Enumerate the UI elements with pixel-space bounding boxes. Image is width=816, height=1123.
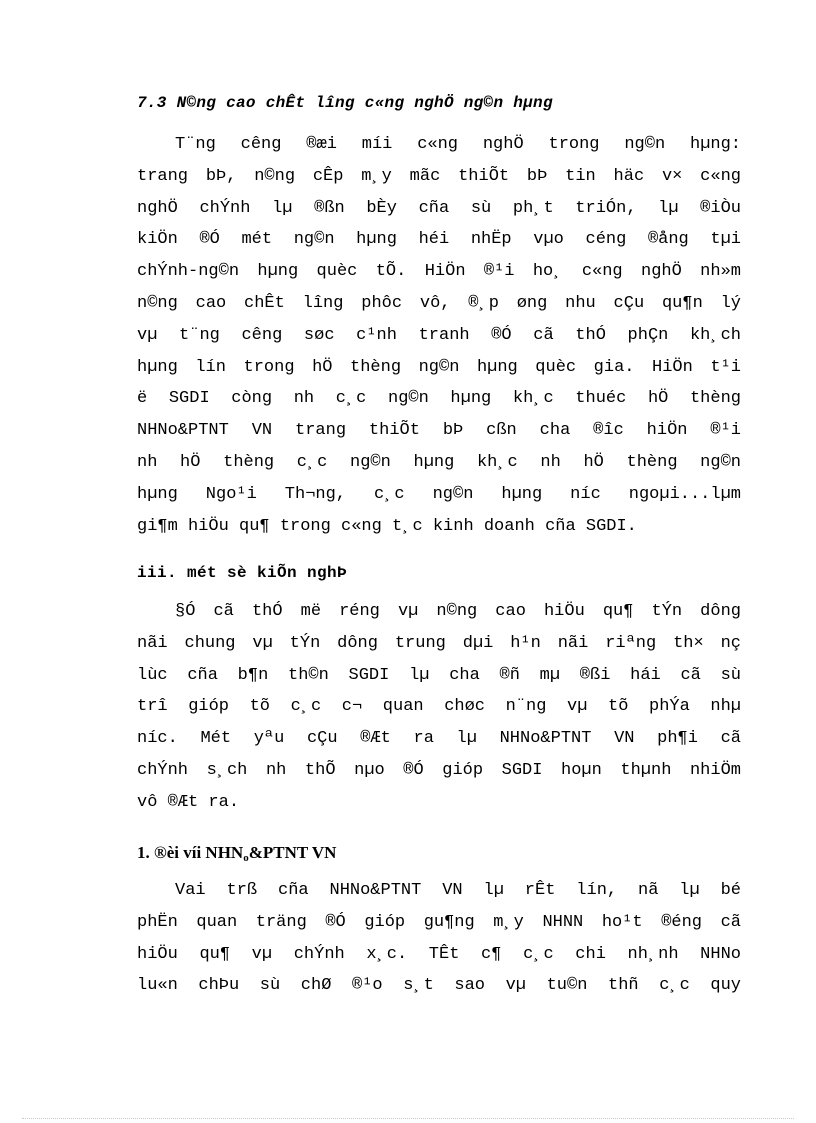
text-line: gi¶m hiÖu qu¶ trong c«ng t¸c kinh doanh cña SGDI. (137, 516, 637, 536)
page-bottom-divider (22, 1118, 794, 1119)
text-line: §Ó cã thÓ më réng vµ n©ng cao hiÖu qu¶ tÝn dông (175, 602, 741, 621)
paragraph-technology (137, 129, 741, 542)
text-line: hµng Ngo¹i Th¬ng, c¸c ng©n hµng níc ngoµi...lµm (137, 484, 741, 504)
heading-1-tail: &PTNT VN (248, 843, 337, 862)
text-line: chÝnh s¸ch nh thÕ nµo ®Ó gióp SGDI hoµn thµnh nhiÖm (137, 760, 741, 780)
heading-1-main: 1. ®èi víi NHN (137, 843, 244, 862)
heading-1-subscript: o (243, 852, 249, 864)
paragraph-agribank-role (137, 875, 741, 1002)
section-heading-iii: iii. mét sè kiÕn nghÞ (137, 564, 348, 582)
text-line: hµng lín trong hÖ thèng ng©n hµng quèc gia. HiÖn t¹i (137, 357, 741, 377)
text-line: trî gióp tõ c¸c c¬ quan chøc n¨ng vµ tõ phÝa nhµ (137, 697, 741, 717)
text-line: n©ng cao chÊt lîng phôc vô, ®¸p øng nhu cÇu qu¶n lý (137, 293, 741, 313)
section-heading-7-3: 7.3 N©ng cao chÊt lîng c«ng nghÖ ng©n hµng (137, 94, 553, 112)
text-line: phËn quan träng ®Ó gióp gu¶ng m¸y NHNN ho¹t ®éng cã (137, 912, 741, 932)
text-line: T¨ng cêng ®æi míi c«ng nghÖ trong ng©n hµng: (175, 135, 741, 154)
section-heading-1 (137, 843, 336, 864)
text-line: nãi chung vµ tÝn dông trung dµi h¹n nãi riªng th× nç (137, 633, 741, 653)
text-line: níc. Mét yªu cÇu ®Æt ra lµ NHNo&PTNT VN ph¶i cã (137, 729, 741, 749)
text-line: ë SGDI còng nh c¸c ng©n hµng kh¸c thuéc hÖ thèng (137, 389, 741, 409)
text-line: vµ t¨ng cêng søc c¹nh tranh ®Ó cã thÓ phÇn kh¸ch (137, 325, 741, 345)
text-line: Vai trß cña NHNo&PTNT VN lµ rÊt lín, nã lµ bé (175, 881, 741, 900)
text-line: trang bÞ, n©ng cÊp m¸y mãc thiÕt bÞ tin häc v× c«ng (137, 166, 741, 186)
text-line: NHNo&PTNT VN trang thiÕt bÞ cßn cha ®îc hiÖn ®¹i (137, 421, 741, 441)
text-line: hiÖu qu¶ vµ chÝnh x¸c. TÊt c¶ c¸c chi nh¸nh NHNo (137, 944, 741, 964)
text-line: nh hÖ thèng c¸c ng©n hµng kh¸c nh hÖ thèng ng©n (137, 452, 741, 472)
paragraph-recommendations (137, 596, 741, 819)
text-line: vô ®Æt ra. (137, 792, 240, 812)
text-line: lu«n chÞu sù chØ ®¹o s¸t sao vµ tu©n thñ c¸c quy (137, 976, 741, 996)
text-line: lùc cña b¶n th©n SGDI lµ cha ®ñ mµ ®ßi hái cã sù (137, 665, 741, 685)
text-line: nghÖ chÝnh lµ ®ßn bÈy cña sù ph¸t triÓn, lµ ®iÒu (137, 198, 741, 218)
text-line: chÝnh-ng©n hµng quèc tÕ. HiÖn ®¹i ho¸ c«ng nghÖ nh»m (137, 262, 741, 282)
text-line: kiÖn ®Ó mét ng©n hµng héi nhËp vµo céng ®ång tµi (137, 230, 741, 250)
